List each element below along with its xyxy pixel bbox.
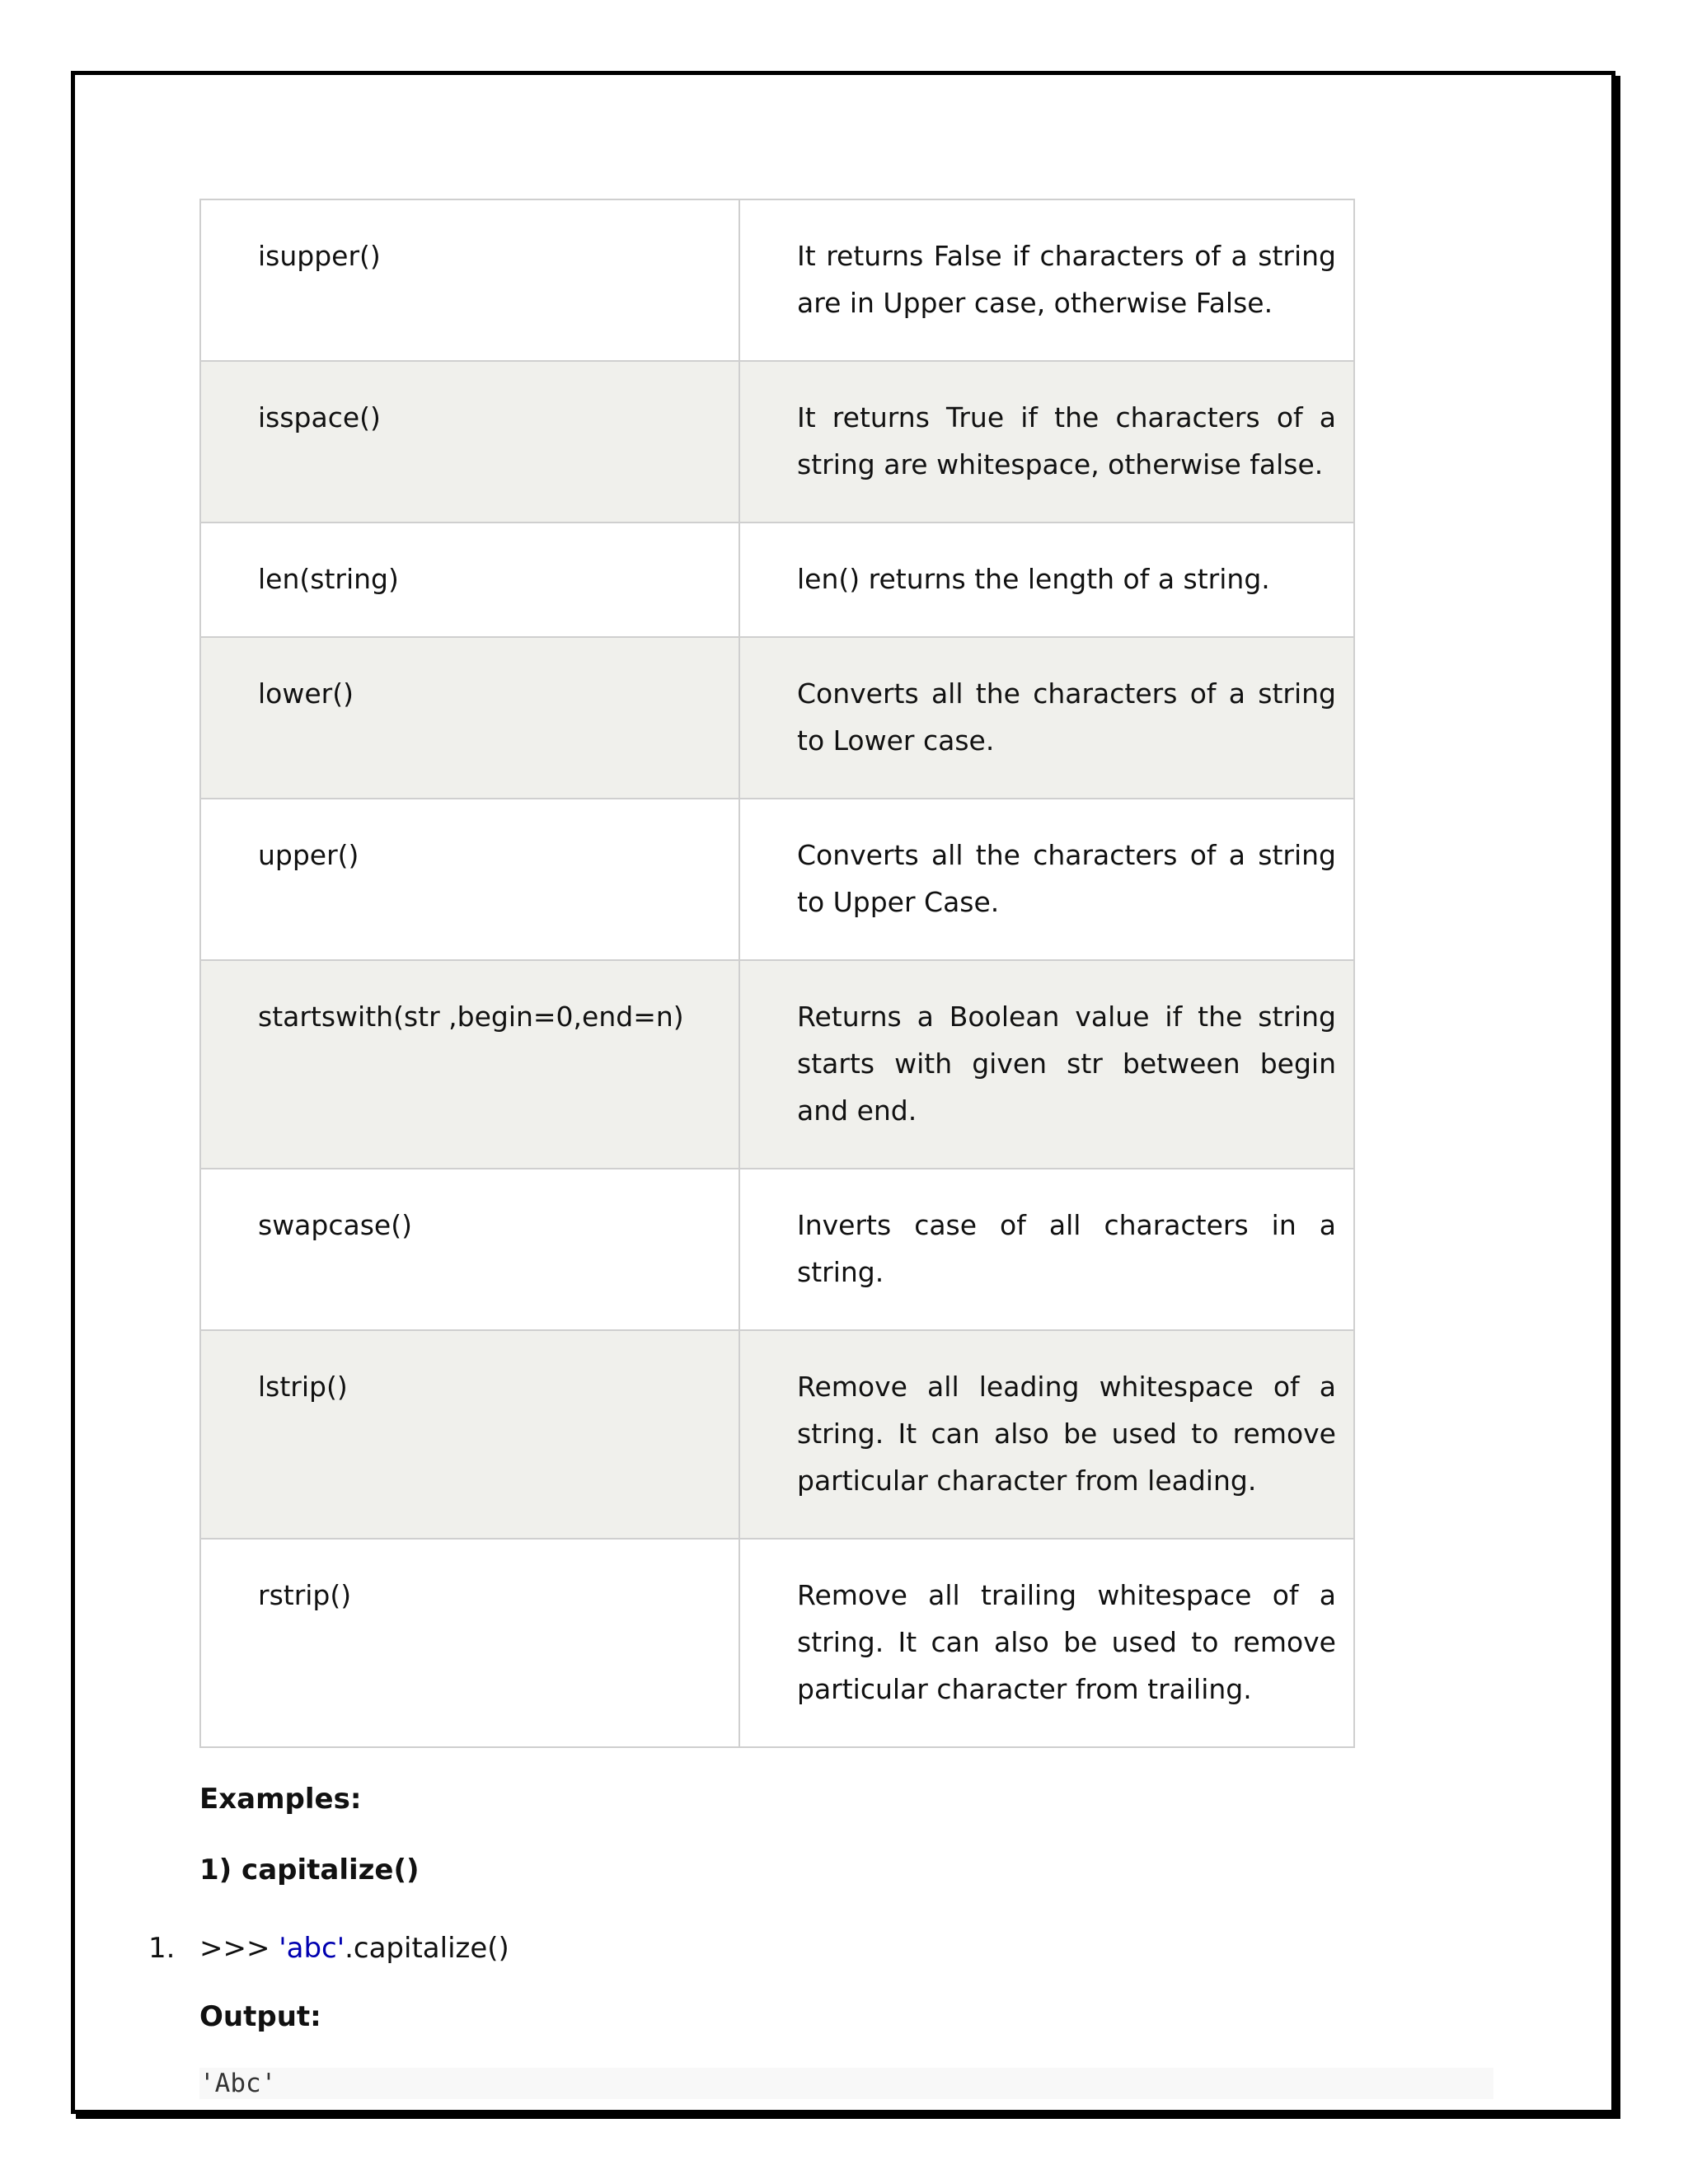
description-cell: Remove all trailing whitespace of a string. It can also be used to remove particular character from trailing. xyxy=(739,1539,1354,1747)
function-name-cell: startswith(str ,begin=0,end=n) xyxy=(200,960,739,1169)
table-row xyxy=(200,799,1354,960)
examples-heading: Examples: xyxy=(199,1783,362,1816)
description-cell: Converts all the characters of a string to Upper Case. xyxy=(739,799,1354,960)
table-row xyxy=(200,1169,1354,1330)
table-row xyxy=(200,637,1354,799)
function-name-cell: isupper() xyxy=(200,199,739,361)
function-name-cell: lower() xyxy=(200,637,739,799)
description-cell: Converts all the characters of a string to Lower case. xyxy=(739,637,1354,799)
code-string-literal: 'abc' xyxy=(279,1932,345,1965)
table-row xyxy=(200,1330,1354,1539)
function-name-cell: lstrip() xyxy=(200,1330,739,1539)
document-content xyxy=(148,199,1493,2099)
function-name-cell: len(string) xyxy=(200,523,739,637)
table-row xyxy=(200,199,1354,361)
description-cell: Inverts case of all characters in a string. xyxy=(739,1169,1354,1330)
function-name-cell: isspace() xyxy=(200,361,739,523)
description-cell: Remove all leading whitespace of a string. It can also be used to remove particular character from leading. xyxy=(739,1330,1354,1539)
code-line-number: 1. xyxy=(148,1932,176,1965)
description-cell: len() returns the length of a string. xyxy=(739,523,1354,637)
code-prompt: >>> xyxy=(199,1932,279,1965)
description-cell: It returns True if the characters of a string are whitespace, otherwise false. xyxy=(739,361,1354,523)
function-name-cell: upper() xyxy=(200,799,739,960)
output-label: Output: xyxy=(199,2000,321,2033)
code-method-call: .capitalize() xyxy=(345,1932,509,1965)
description-cell: Returns a Boolean value if the string starts with given str between begin and end. xyxy=(739,960,1354,1169)
description-cell: It returns False if characters of a string are in Upper case, otherwise False. xyxy=(739,199,1354,361)
table-row xyxy=(200,960,1354,1169)
output-value: 'Abc' xyxy=(199,2069,277,2098)
string-methods-table xyxy=(199,199,1355,1748)
table-row xyxy=(200,1539,1354,1747)
table-row xyxy=(200,523,1354,637)
function-name-cell: rstrip() xyxy=(200,1539,739,1747)
function-name-cell: swapcase() xyxy=(200,1169,739,1330)
table-row xyxy=(200,361,1354,523)
example-title: 1) capitalize() xyxy=(199,1854,420,1886)
code-line xyxy=(148,1928,1493,1969)
output-block xyxy=(199,2068,1493,2099)
